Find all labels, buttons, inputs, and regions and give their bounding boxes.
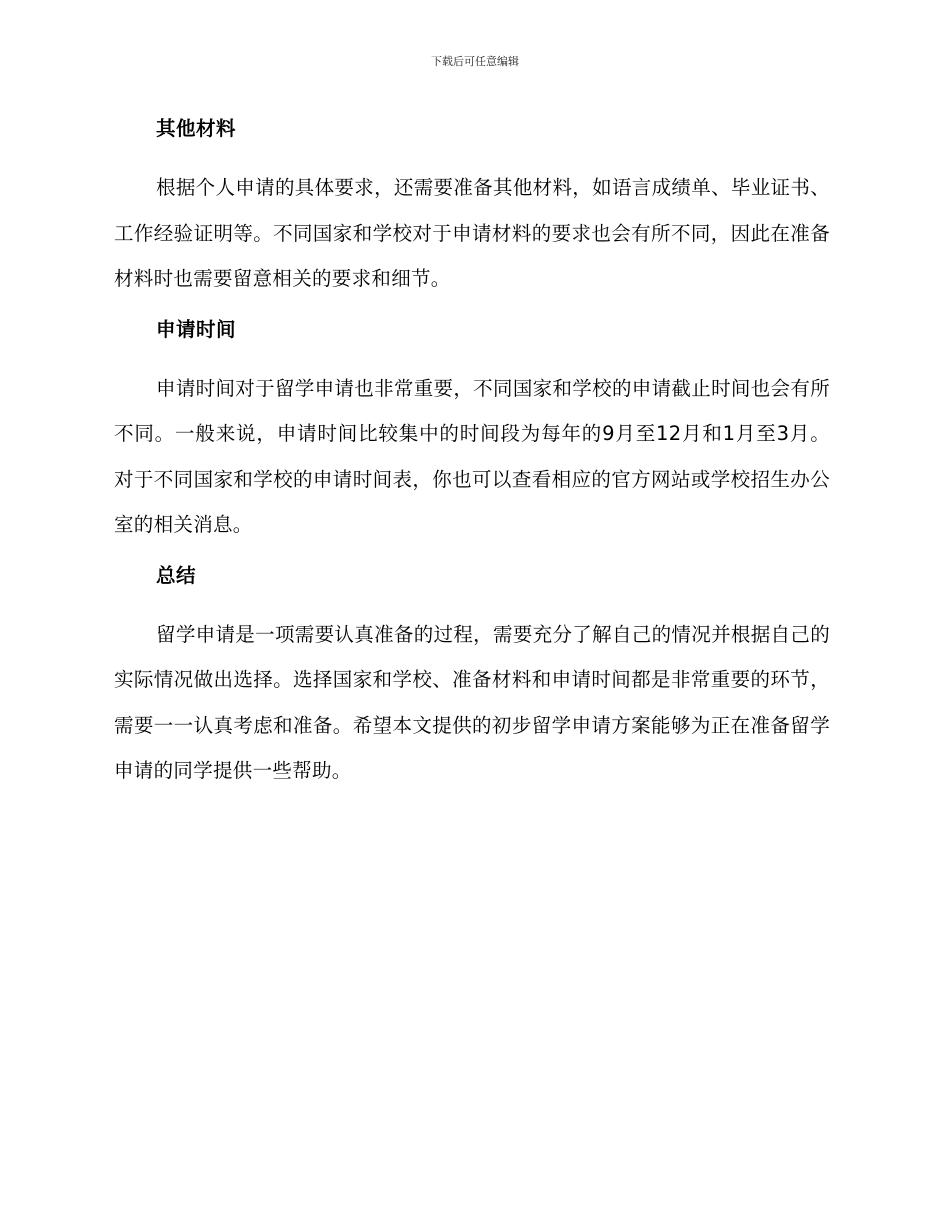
section-paragraph: 申请时间对于留学申请也非常重要，不同国家和学校的申请截止时间也会有所不同。一般来说，申请时间比较集中的时间段为每年的9月至12月和1月至3月。对于不同国家和学校的申请时间表，你也可以查看相应的官方网站或学校招生办公室的相关消息。 (114, 376, 830, 536)
section-application-time (114, 313, 830, 548)
section-other-materials (114, 112, 830, 302)
section-heading: 其他材料 (156, 117, 237, 140)
document-body (114, 112, 830, 805)
section-summary (114, 559, 830, 794)
section-paragraph: 留学申请是一项需要认真准备的过程，需要充分了解自己的情况并根据自己的实际情况做出选择。选择国家和学校、准备材料和申请时间都是非常重要的环节，需要一一认真考虑和准备。希望本文提供的初步留学申请方案能够为正在准备留学申请的同学提供一些帮助。 (114, 622, 830, 782)
section-heading: 总结 (156, 563, 197, 587)
page-header-note: 下载后可任意编辑 (431, 55, 519, 68)
section-heading: 申请时间 (156, 317, 237, 341)
section-paragraph: 根据个人申请的具体要求，还需要准备其他材料，如语言成绩单、毕业证书、工作经验证明等。不同国家和学校对于申请材料的要求也会有所不同，因此在准备材料时也需要留意相关的要求和细节。 (114, 176, 830, 290)
